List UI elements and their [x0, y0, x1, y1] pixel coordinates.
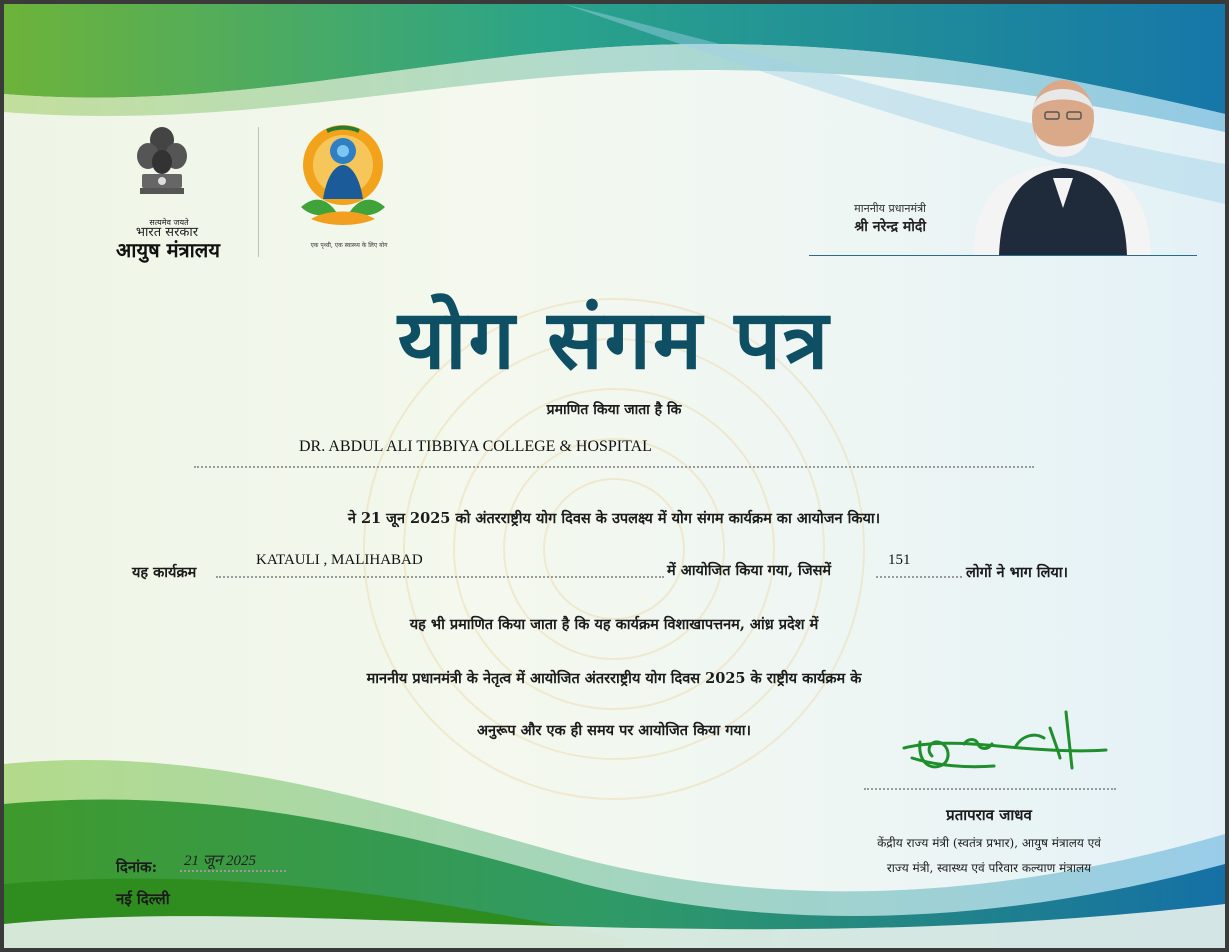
emblem-motto: सत्यमेव जयते [149, 218, 189, 227]
venue-line-middle: में आयोजित किया गया, जिसमें [667, 562, 832, 579]
yoga-day-logo-icon [297, 121, 389, 239]
date-value: 21 जून 2025 [184, 853, 256, 869]
venue-line-label: यह कार्यक्रम [132, 564, 197, 581]
participants-dotted-line [876, 576, 962, 578]
venue-dotted-line [216, 576, 664, 578]
ministry-label: आयुष मंत्रालय [116, 238, 220, 262]
organization-dotted-line [194, 466, 1034, 468]
certificate-title: योग संगम पत्र [397, 293, 831, 388]
pm-caption-name: श्री नरेन्द्र मोदी [854, 219, 926, 235]
certify-line: प्रमाणित किया जाता है कि [546, 402, 682, 418]
paragraph-line-3: अनुरूप और एक ही समय पर आयोजित किया गया। [476, 722, 752, 739]
yoga-logo-tagline: एक पृथ्वी, एक स्वास्थ्य के लिए योग [310, 242, 388, 249]
certificate [4, 4, 1225, 948]
header-divider [258, 127, 259, 257]
pm-underline [809, 255, 1197, 256]
signatory-designation-1: केंद्रीय राज्य मंत्री (स्वतंत्र प्रभार), आयुष मंत्रालय एवं [877, 836, 1101, 850]
signature-dotted-line [864, 788, 1116, 790]
venue-value: KATAULI , MALIHABAD [256, 552, 423, 568]
participants-count: 151 [888, 552, 911, 568]
date-label: दिनांक: [116, 858, 158, 876]
pm-caption-title: माननीय प्रधानमंत्री [854, 202, 926, 215]
venue-line-end: लोगों ने भाग लिया। [966, 564, 1069, 581]
event-line: ने 21 जून 2025 को अंतरराष्ट्रीय योग दिवस के उपलक्ष्य में योग संगम कार्यक्रम का आयोजन किया। [347, 510, 881, 527]
signatory-name: प्रतापराव जाधव [946, 806, 1032, 824]
government-label: भारत सरकार [135, 225, 199, 240]
date-dotted-line [180, 870, 286, 872]
pm-photo [969, 68, 1155, 256]
paragraph-line-1: यह भी प्रमाणित किया जाता है कि यह कार्यक्रम विशाखापत्तनम, आंध्र प्रदेश में [409, 616, 819, 633]
place-label: नई दिल्ली [116, 890, 170, 908]
organization-name: DR. ABDUL ALI TIBBIYA COLLEGE & HOSPITAL [299, 438, 652, 455]
signature-image [898, 706, 1110, 778]
national-emblem-icon [136, 122, 188, 214]
paragraph-line-2: माननीय प्रधानमंत्री के नेतृत्व में आयोजित अंतरराष्ट्रीय योग दिवस 2025 के राष्ट्रीय कार्यक्रम के [366, 670, 862, 687]
signatory-designation-2: राज्य मंत्री, स्वास्थ्य एवं परिवार कल्याण मंत्रालय [886, 861, 1092, 875]
